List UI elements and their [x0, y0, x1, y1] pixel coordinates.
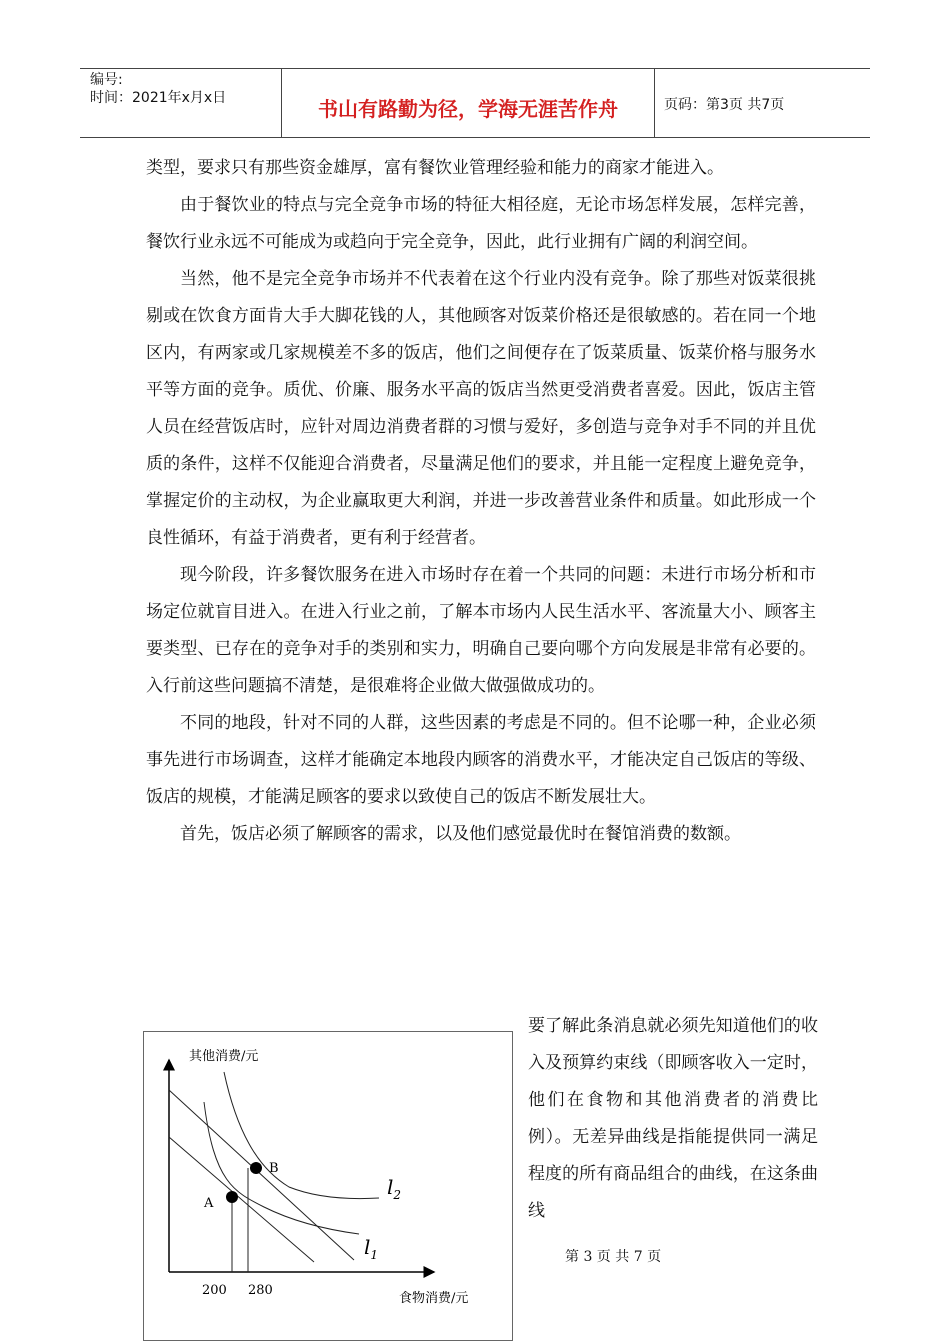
page-info: 页码：第3页 共7页 [664, 97, 785, 113]
paragraph: 由于餐饮业的特点与完全竞争市场的特征大相径庭，无论市场怎样发展，怎样完善，餐饮行业永远不可能成为或趋向于完全竞争，因此，此行业拥有广阔的利润空间。 [146, 195, 816, 252]
diagram-svg [144, 1032, 514, 1342]
paragraph: 首先，饭店必须了解顾客的需求，以及他们感觉最优时在餐馆消费的数额。 [180, 824, 741, 844]
indifference-curve-l2 [224, 1072, 379, 1199]
paragraph: 类型，要求只有那些资金雄厚，富有餐饮业管理经验和能力的商家才能进入。 [146, 158, 724, 178]
side-text: 要了解此条消息就必须先知道他们的收入及预算约束线（即顾客收入一定时，他们在食物和其他消费者的消费比例）。无差异曲线是指能提供同一满足程度的所有商品组合的曲线，在这条曲线 [528, 1016, 818, 1221]
motto: 书山有路勤为径，学海无涯苦作舟 [318, 97, 618, 121]
x-tick-200: 200 [202, 1283, 227, 1298]
paragraph: 不同的地段，针对不同的人群，这些因素的考虑是不同的。但不论哪一种，企业必须事先进行市场调查，这样才能确定本地段内顾客的消费水平，才能决定自己饭店的等级、饭店的规模，才能满足顾客的要求以致使自己的饭店不断发展壮大。 [146, 713, 816, 807]
x-tick-280: 280 [248, 1283, 273, 1298]
budget-line-upper [169, 1090, 354, 1260]
page-header [80, 68, 870, 138]
indifference-curve-figure [143, 1031, 513, 1341]
header-page-cell [654, 69, 870, 137]
x-axis-label: 食物消费/元 [399, 1291, 469, 1306]
page-footer: 第 3 页 共 7 页 [565, 1249, 662, 1265]
time-label: 时间：2021年x月x日 [90, 90, 227, 106]
indifference-curve-l1 [204, 1102, 359, 1234]
point-b-label: B [269, 1161, 279, 1176]
budget-line-lower [169, 1137, 314, 1262]
point-a-label: A [204, 1196, 214, 1211]
code-label: 编号: [90, 72, 123, 88]
point-b [250, 1162, 262, 1174]
paragraph: 当然，他不是完全竞争市场并不代表着在这个行业内没有竞争。除了那些对饭菜很挑剔或在饮食方面肯大手大脚花钱的人，其他顾客对饭菜价格还是很敏感的。若在同一个地区内，有两家或几家规模差不多的饭店，他们之间便存在了饭菜质量、饭菜价格与服务水平等方面的竞争。质优、价廉、服务水平高的饭店当然更受消费者喜爱。因此，饭店主管人员在经营饭店时，应针对周边消费者群的习惯与爱好，多创造与竞争对手不同的并且优质的条件，这样不仅能迎合消费者，尽量满足他们的要求，并且能一定程度上避免竞争，掌握定价的主动权，为企业赢取更大利润，并进一步改善营业条件和质量。如此形成一个良性循环，有益于消费者，更有利于经营者。 [146, 269, 816, 548]
header-motto-cell [282, 69, 655, 137]
curve-l2-label: $l_2$ [387, 1175, 402, 1202]
body-text [146, 150, 816, 853]
point-a [226, 1191, 238, 1203]
y-axis-label: 其他消费/元 [189, 1049, 259, 1064]
header-meta [80, 69, 282, 137]
paragraph: 现今阶段，许多餐饮服务在进入市场时存在着一个共同的问题：未进行市场分析和市场定位就盲目进入。在进入行业之前，了解本市场内人民生活水平、客流量大小、顾客主要类型、已存在的竞争对手的类别和实力，明确自己要向哪个方向发展是非常有必要的。入行前这些问题搞不清楚，是很难将企业做大做强做成功的。 [146, 565, 816, 696]
curve-l1-label: $l_1$ [364, 1235, 379, 1262]
